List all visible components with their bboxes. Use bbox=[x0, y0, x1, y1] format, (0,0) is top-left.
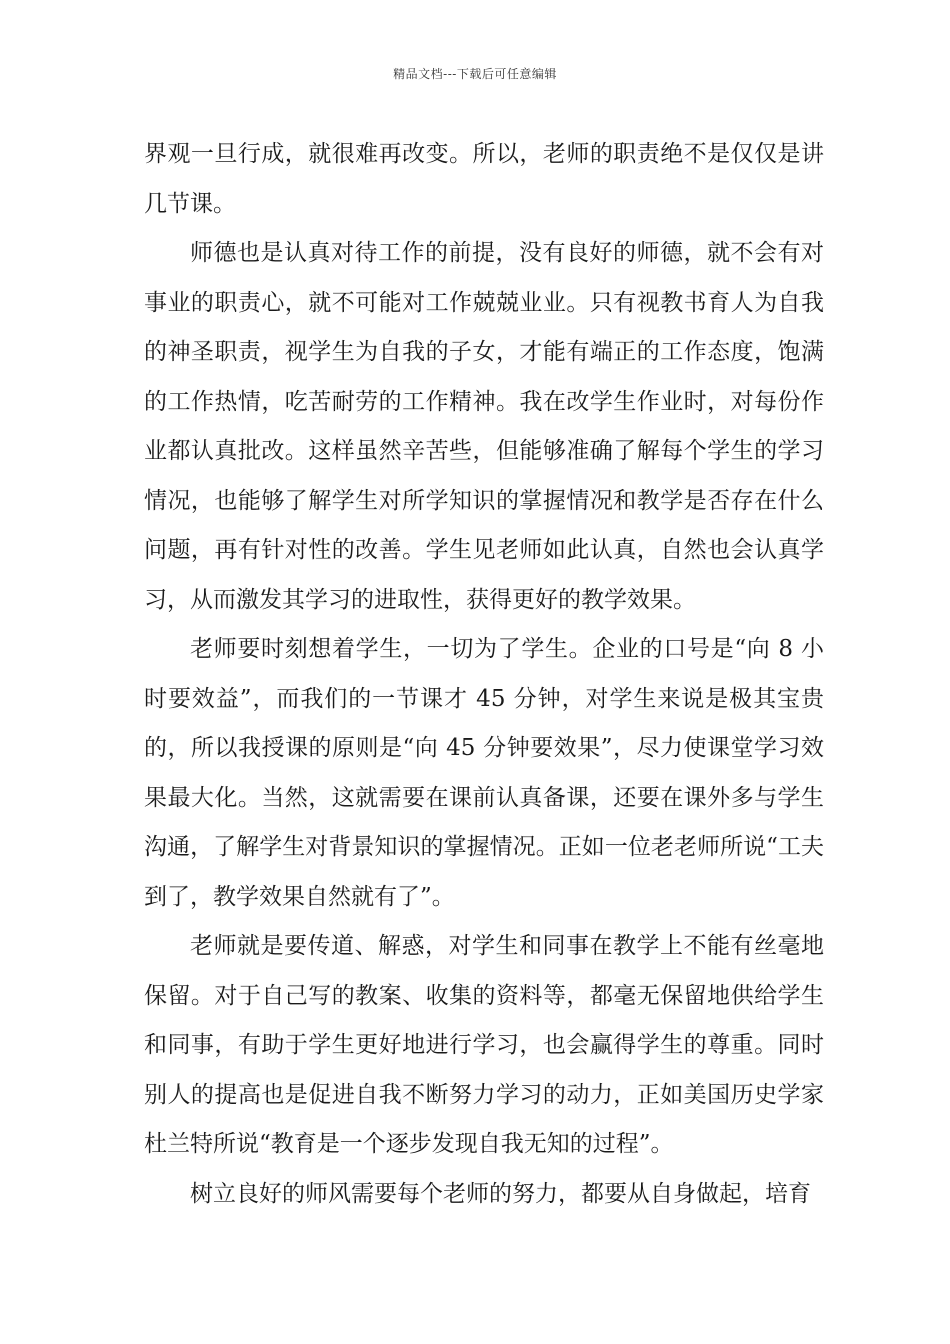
paragraph: 树立良好的师风需要每个老师的努力，都要从自身做起，培育 bbox=[190, 1180, 811, 1207]
page-header-watermark: 精品文档---下载后可任意编辑 bbox=[393, 67, 557, 81]
paragraph: 老师要时刻想着学生，一切为了学生。企业的口号是“向 8 小时要效益”，而我们的一节课才 45 分钟，对学生来说是极其宝贵的，所以我授课的原则是“向 45 分钟要效果”，尽力使课堂学习效果最大化。当然，这就需要在课前认真备课，还要在课外多与学生沟通，了解学生对背景知识的掌握情况。正如一位老老师所说“工夫到了，教学效果自然就有了”。 bbox=[144, 636, 824, 910]
paragraph-continuation: 界观一旦行成，就很难再改变。所以，老师的职责绝不是仅仅是讲几节课。 bbox=[144, 141, 824, 217]
document-body bbox=[144, 130, 824, 1219]
paragraph: 老师就是要传道、解惑，对学生和同事在教学上不能有丝毫地保留。对于自己写的教案、收集的资料等，都毫无保留地供给学生和同事，有助于学生更好地进行学习，也会赢得学生的尊重。同时别人的提高也是促进自我不断努力学习的动力，正如美国历史学家杜兰特所说“教育是一个逐步发现自我无知的过程”。 bbox=[144, 933, 824, 1157]
paragraph: 师德也是认真对待工作的前提，没有良好的师德，就不会有对事业的职责心，就不可能对工作兢兢业业。只有视教书育人为自我的神圣职责，视学生为自我的子女，才能有端正的工作态度，饱满的工作热情，吃苦耐劳的工作精神。我在改学生作业时，对每份作业都认真批改。这样虽然辛苦些，但能够准确了解每个学生的学习情况，也能够了解学生对所学知识的掌握情况和教学是否存在什么问题，再有针对性的改善。学生见老师如此认真，自然也会认真学习，从而激发其学习的进取性，获得更好的教学效果。 bbox=[144, 240, 824, 613]
